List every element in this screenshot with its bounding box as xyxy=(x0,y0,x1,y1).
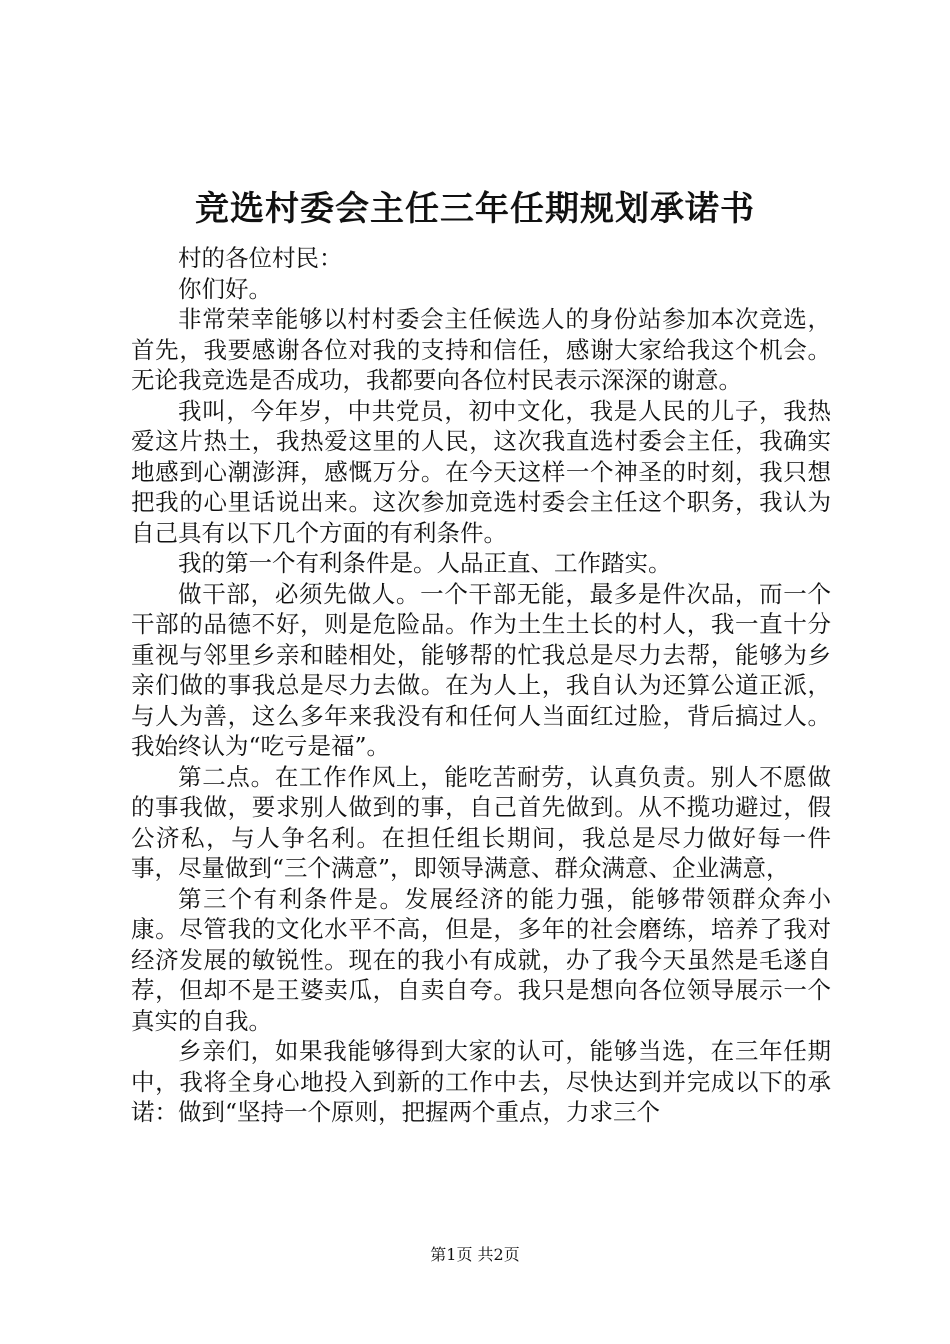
paragraph-commitment: 乡亲们，如果我能够得到大家的认可，能够当选，在三年任期中，我将全身心地投入到新的工作中去，尽快达到并完成以下的承诺：做到“坚持一个原则，把握两个重点，力求三个 xyxy=(131,1037,831,1126)
paragraph-self-introduction: 我叫，今年岁，中共党员，初中文化，我是人民的儿子，我热爱这片热土，我热爱这里的人民，这次我直选村委会主任，我确实地感到心潮澎湃，感慨万分。在今天这样一个神圣的时刻，我只想把我的心里话说出来。这次参加竞选村委会主任这个职务，我认为自己具有以下几个方面的有利条件。 xyxy=(131,396,831,547)
salutation: 村的各位村民： xyxy=(178,244,343,272)
document-title: 竞选村委会主任三年任期规划承诺书 xyxy=(195,189,755,229)
paragraph-first-condition: 我的第一个有利条件是。人品正直、工作踏实。 xyxy=(178,549,672,577)
paragraph-intro: 非常荣幸能够以村村委会主任候选人的身份站参加本次竞选，首先，我要感谢各位对我的支持和信任，感谢大家给我这个机会。无论我竞选是否成功，我都要向各位村民表示深深的谢意。 xyxy=(131,305,831,394)
page-number: 第1页 共2页 xyxy=(430,1245,520,1264)
document-body xyxy=(131,243,831,1128)
greeting: 你们好。 xyxy=(178,274,272,303)
paragraph-character: 做干部，必须先做人。一个干部无能，最多是件次品，而一个干部的品德不好，则是危险品。作为土生土长的村人，我一直十分重视与邻里乡亲和睦相处，能够帮的忙我总是尽力去帮，能够为乡亲们做的事我总是尽力去做。在为人上，我自认为还算公道正派，与人为善，这么多年来我没有和任何人当面红过脸，背后搞过人。我始终认为“吃亏是福”。 xyxy=(131,579,831,760)
paragraph-second-condition: 第二点。在工作作风上，能吃苦耐劳，认真负责。别人不愿做的事我做，要求别人做到的事，自己首先做到。从不揽功避过，假公济私，与人争名利。在担任组长期间，我总是尽力做好每一件事，尽量做到“三个满意”，即领导满意、群众满意、企业满意， xyxy=(131,762,831,882)
paragraph-third-condition: 第三个有利条件是。发展经济的能力强，能够带领群众奔小康。尽管我的文化水平不高，但是，多年的社会磨练，培养了我对经济发展的敏锐性。现在的我小有成就，办了我今天虽然是毛遂自荐，但却不是王婆卖瓜，自卖自夸。我只是想向各位领导展示一个真实的自我。 xyxy=(131,884,831,1035)
